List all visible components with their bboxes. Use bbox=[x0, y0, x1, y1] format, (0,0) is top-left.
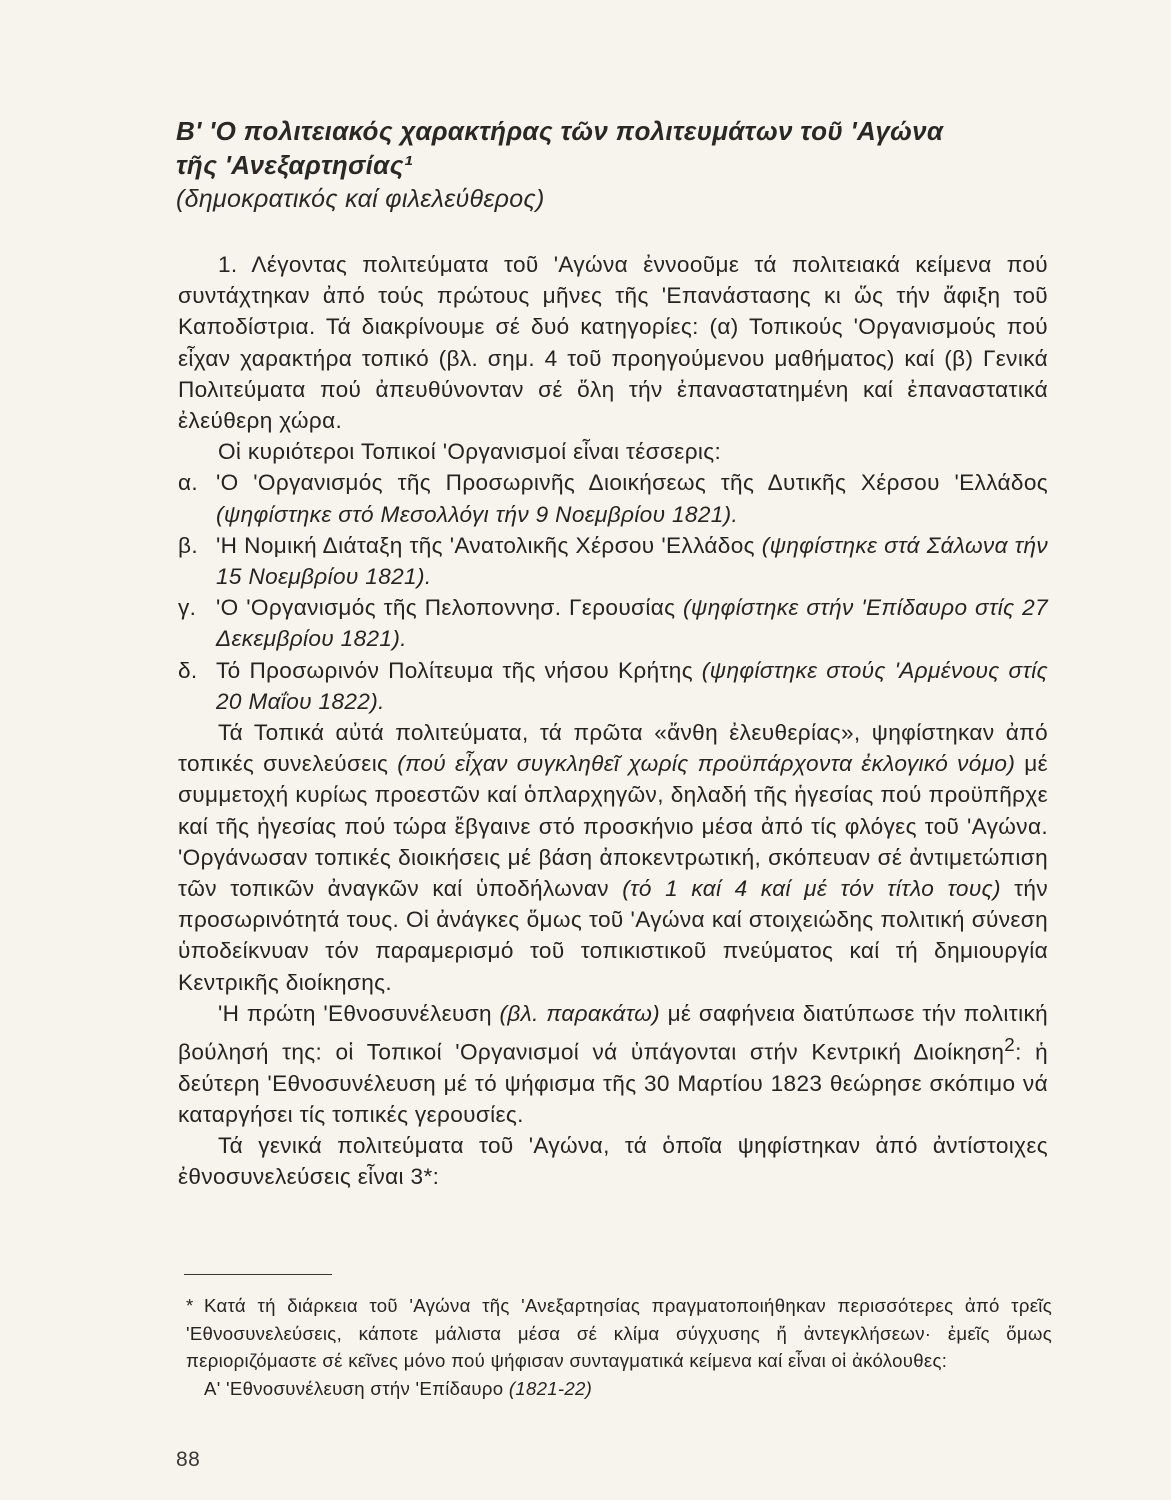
paragraph-3-italic-b: (τό 1 καί 4 καί μέ τόν τίτλο τους) bbox=[622, 876, 1001, 902]
paragraph-4 bbox=[178, 998, 1048, 1130]
paragraph-4-text-a: 'Η πρώτη 'Εθνοσυνέλευση bbox=[218, 1000, 492, 1026]
list-item-note: (ψηφίστηκε στό Μεσολλόγι τήν 9 Νοεμβρίου 1821). bbox=[216, 501, 739, 527]
paragraph-3-text-b: μέ συμμετοχή κυρίως προεστῶν καί ὁπλαρχηγῶν, δηλαδή τῆς ἡγεσίας πού προϋπῆρχε καί τῆς ἡγεσίας πού τώρα ἔβγαινε στό προσκήνιο μέσα ἀπό τίς φλόγες τοῦ 'Αγώνα. 'Οργάνωσαν τοπικές διοικήσεις μέ βάση ἀποκεντρωτική, σκόπευαν σέ ἀντιμετώπιση τῶν τοπικῶν ἀναγκῶν καί ὑποδήλωναν bbox=[178, 751, 1048, 902]
list-item-note: (ψηφίστηκε στούς 'Αρμένους στίς 20 Μαΐου 1822). bbox=[216, 657, 1048, 714]
footnote-body bbox=[186, 1292, 1052, 1375]
footnote-item-text: Α' 'Εθνοσυνέλευση στήν 'Επίδαυρο bbox=[204, 1377, 504, 1399]
paragraph-2: Οἱ κυριότεροι Τοπικοί 'Οργανισμοί εἶναι τέσσερις: bbox=[218, 439, 722, 465]
list-item-text: 'Ο 'Οργανισμός τῆς Προσωρινῆς Διοικήσεως τῆς Δυτικῆς Χέρσου 'Ελλάδος bbox=[216, 470, 1048, 496]
list-item-text: 'Η Νομική Διάταξη τῆς 'Ανατολικῆς Χέρσου 'Ελλάδος bbox=[216, 532, 755, 558]
paragraph-3-italic-a: (πού εἶχαν συγκληθεῖ χωρίς προϋπάρχοντα ἐκλογικό νόμο) bbox=[397, 751, 1016, 777]
list-marker: β. bbox=[178, 532, 198, 558]
paragraph-3-text-a: Τά Τοπικά αὐτά πολιτεύματα, τά πρῶτα «ἄνθη ἐλευθερίας», ψηφίστηκαν ἀπό τοπικές συνελεύσεις bbox=[178, 720, 1048, 777]
heading-line-1: Β' 'Ο πολιτειακός χαρακτήρας τῶν πολιτευμάτων τοῦ 'Αγώνα bbox=[176, 116, 944, 146]
list-marker: α. bbox=[178, 470, 199, 496]
paragraph-5: Τά γενικά πολιτεύματα τοῦ 'Αγώνα, τά ὁποῖα ψηφίστηκαν ἀπό ἀντίστοιχες ἐθνοσυνελεύσεις εἶναι 3*: bbox=[178, 1133, 1048, 1190]
heading-line-2: τῆς 'Ανεξαρτησίας¹ bbox=[176, 150, 413, 180]
footnote-item-note: (1821-22) bbox=[508, 1377, 593, 1399]
footnote-mark: * bbox=[186, 1295, 194, 1316]
heading-subtitle: (δημοκρατικός καί φιλελεύθερος) bbox=[176, 185, 545, 213]
footnote-ref: 2 bbox=[1004, 1034, 1016, 1056]
list-marker: γ. bbox=[178, 595, 197, 621]
main-text bbox=[178, 249, 1048, 1193]
footnote bbox=[186, 1292, 1052, 1402]
section-heading bbox=[176, 114, 1056, 216]
list-item bbox=[178, 592, 1048, 654]
paragraph-4-text-b: μέ σαφήνεια διατύπωσε τήν πολιτική βούλησή της: οἱ Τοπικοί 'Οργανισμοί νά ὑπάγονται στήν Κεντρική Διοίκηση bbox=[178, 1000, 1049, 1065]
paragraph-4-italic: (βλ. παρακάτω) bbox=[499, 1000, 661, 1026]
list-item bbox=[178, 530, 1048, 592]
paragraph-1: 1. Λέγοντας πολιτεύματα τοῦ 'Αγώνα ἐννοοῦμε τά πολιτειακά κείμενα πού συντάχτηκαν ἀπό τούς πρώτους μῆνες τῆς 'Επανάστασης κι ὥς τήν ἄφιξη τοῦ Καποδίστρια. Τά διακρίνουμε σέ δυό κατηγορίες: (α) Τοπικούς 'Οργανισμούς πού εἶχαν χαρακτήρα τοπικό (βλ. σημ. 4 τοῦ προηγούμενου μαθήματος) καί (β) Γενικά Πολιτεύματα πού ἀπευθύνονταν σέ ὅλη τήν ἐπαναστατημένη καί ἐπαναστατικά ἐλεύθερη χώρα. bbox=[178, 252, 1048, 434]
list-item bbox=[178, 467, 1048, 529]
list-item-text: 'Ο 'Οργανισμός τῆς Πελοποννησ. Γερουσίας bbox=[216, 595, 676, 621]
paragraph-3 bbox=[178, 717, 1048, 998]
paragraph-4-text-c: : ἡ δεύτερη 'Εθνοσυνέλευση μέ τό ψήφισμα τῆς 30 Μαρτίου 1823 θεώρησε σκόπιμο νά καταργήσει τίς τοπικές γερουσίες. bbox=[178, 1039, 1048, 1128]
list-item bbox=[178, 655, 1048, 717]
paragraph-3-text-c: τήν προσωρινότητά τους. Οἱ ἀνάγκες ὅμως τοῦ 'Αγώνα καί στοιχειώδης πολιτική σύνεση ὑποδείκνυαν τόν παραμερισμό τοῦ τοπικιστικοῦ πνεύματος καί τή δημιουργία Κεντρικῆς διοίκησης. bbox=[178, 876, 1048, 995]
page-number: 88 bbox=[176, 1448, 201, 1471]
list-item-note: (ψηφίστηκε στά Σάλωνα τήν 15 Νοεμβρίου 1821). bbox=[216, 532, 1048, 590]
list-marker: δ. bbox=[178, 657, 198, 683]
footnote-text: Κατά τή διάρκεια τοῦ 'Αγώνα τῆς 'Ανεξαρτησίας πραγματοποιήθηκαν περισσότερες ἀπό τρεῖς 'Εθνοσυνελεύσεις, κάποτε μάλιστα μέσα σέ κλίμα σύγχυσης ἤ ἀντεγκλήσεων· ἐμεῖς ὅμως περιοριζόμαστε σέ κεῖνες μόνο πού ψήφισαν συνταγματικά κείμενα καί εἶναι οἱ ἀκόλουθες: bbox=[186, 1295, 1052, 1372]
footnote-list-item bbox=[186, 1375, 1052, 1403]
list-item-text: Τό Προσωρινόν Πολίτευμα τῆς νήσου Κρήτης bbox=[216, 657, 693, 683]
footnote-divider bbox=[184, 1274, 332, 1275]
list-item-note: (ψηφίστηκε στήν 'Επίδαυρο στίς 27 Δεκεμβρίου 1821). bbox=[216, 595, 1048, 652]
